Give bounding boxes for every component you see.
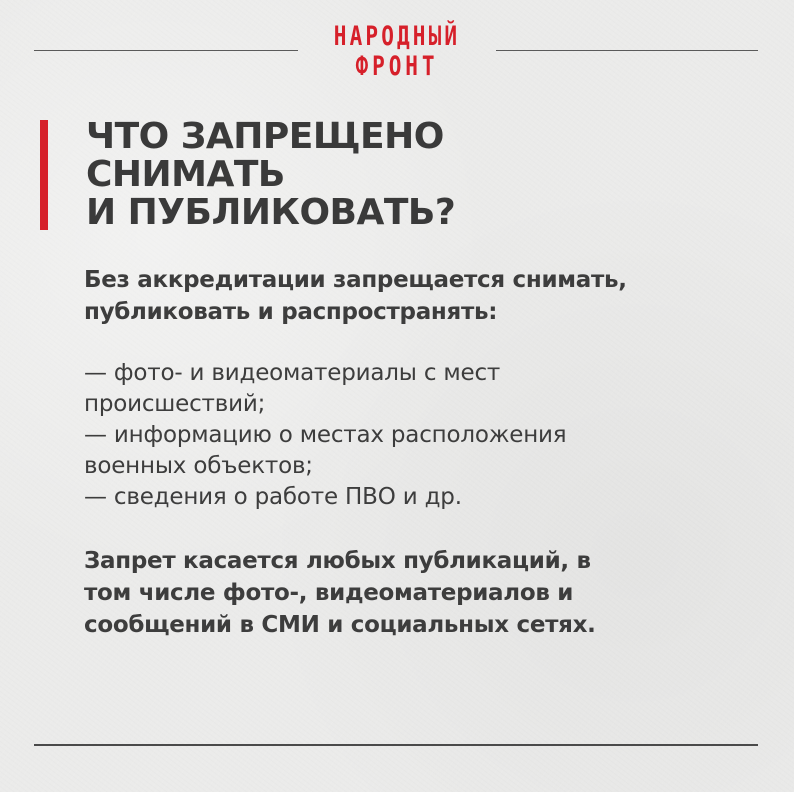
- intro-paragraph: [84, 264, 724, 328]
- note-line: сообщений в СМИ и социальных сетях.: [84, 612, 596, 638]
- list-item-line: происшествий;: [84, 391, 266, 417]
- list-item: [84, 420, 724, 482]
- title-accent-bar: [40, 120, 48, 230]
- list-item-line: — сведения о работе ПВО и др.: [84, 484, 462, 510]
- note-line: том числе фото-, видеоматериалов и: [84, 580, 574, 606]
- list-item: [84, 358, 724, 420]
- header-rule-left: [34, 50, 298, 51]
- list-item: [84, 482, 724, 513]
- main-content: [84, 264, 724, 641]
- prohibited-list: [84, 358, 724, 513]
- brand-logo-line-2: ФРОНТ: [355, 51, 439, 82]
- list-item-line: — фото- и видеоматериалы с мест: [84, 360, 501, 386]
- header-rule-right: [496, 50, 758, 51]
- list-item-line: военных объектов;: [84, 453, 313, 479]
- page-title: [86, 118, 455, 232]
- page-title-line: СНИМАТЬ: [86, 154, 285, 195]
- note-paragraph: [84, 545, 724, 641]
- list-item-line: — информацию о местах расположения: [84, 422, 567, 448]
- note-line: Запрет касается любых публикаций, в: [84, 548, 591, 574]
- intro-line: публиковать и распространять:: [84, 299, 498, 325]
- footer-rule: [34, 744, 758, 746]
- intro-line: Без аккредитации запрещается снимать,: [84, 267, 627, 293]
- page-title-line: И ПУБЛИКОВАТЬ?: [86, 192, 456, 233]
- brand-logo-line-1: НАРОДНЫЙ: [333, 21, 461, 52]
- page-title-line: ЧТО ЗАПРЕЩЕНО: [86, 116, 444, 157]
- brand-logo: [300, 22, 494, 82]
